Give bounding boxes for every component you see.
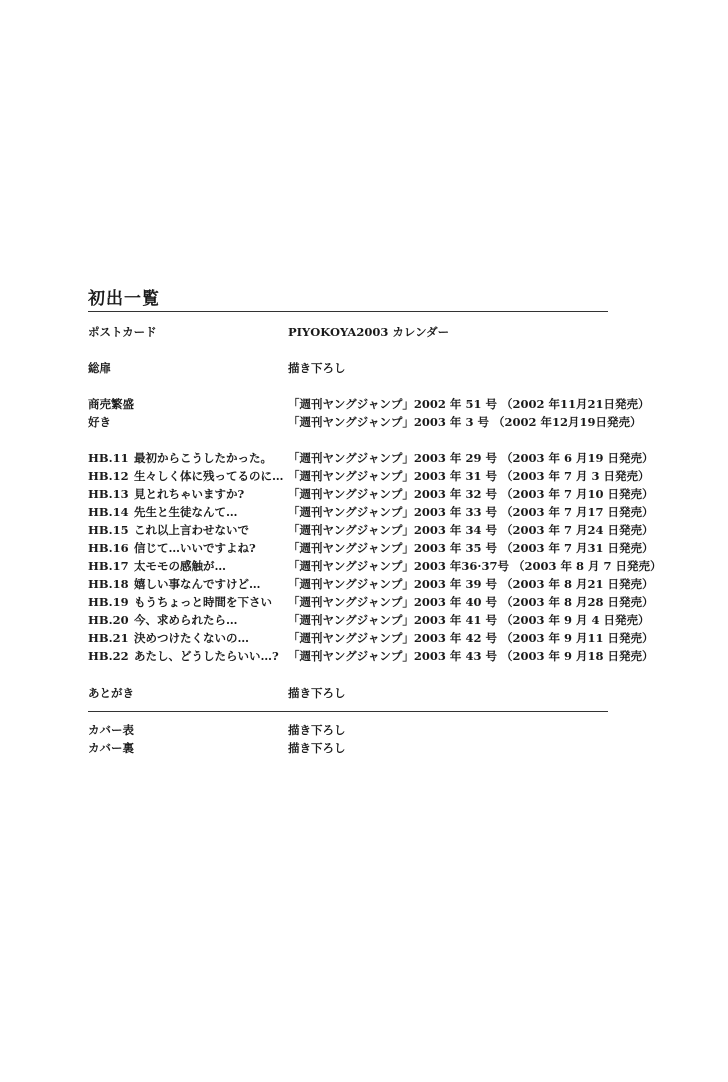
entry-label: 商売繁盛 [88,397,134,411]
entry-source: PIYOKOYA2003 カレンダー [288,325,450,339]
episode-source: 「週刊ヤングジャンプ」2003 年 32 号 （2003 年 7 月10 日発売） [288,487,654,501]
episode-title: 今、求められたら… [134,613,238,627]
episode-code: HB.17 [88,559,129,573]
episode-source: 「週刊ヤングジャンプ」2003 年36·37号 （2003 年 8 月 7 日発売） [288,559,662,573]
entry-suki [88,414,642,430]
episode-row [88,594,654,610]
entry-source: 描き下ろし [288,723,346,737]
entry-cover-back [88,740,608,756]
episode-code: HB.18 [88,577,129,591]
entry-source: 描き下ろし [288,686,346,700]
entry-source: 描き下ろし [288,361,346,375]
divider-top [88,311,608,312]
entry-label: 総扉 [88,361,111,375]
episode-source: 「週刊ヤングジャンプ」2003 年 43 号 （2003 年 9 月18 日発売） [288,649,654,663]
episode-title: 見とれちゃいますか? [134,487,245,501]
episode-row [88,630,654,646]
episode-row [88,558,662,574]
episode-source: 「週刊ヤングジャンプ」2003 年 39 号 （2003 年 8 月21 日発売） [288,577,654,591]
entry-source: 描き下ろし [288,741,346,755]
episode-title: 太モモの感触が… [134,559,226,573]
entry-label: 好き [88,415,111,429]
episode-source: 「週刊ヤングジャンプ」2003 年 31 号 （2003 年 7 月 3 日発売） [288,469,650,483]
entry-label: あとがき [88,686,134,700]
episode-code: HB.21 [88,631,129,645]
entry-label: ポストカード [88,325,157,339]
episode-source: 「週刊ヤングジャンプ」2003 年 40 号 （2003 年 8 月28 日発売） [288,595,654,609]
episode-title: 生々しく体に残ってるのに… [134,469,284,483]
episode-code: HB.22 [88,649,129,663]
episode-title: これ以上言わせないで [134,523,249,537]
entry-source: 「週刊ヤングジャンプ」2002 年 51 号 （2002 年11月21日発売） [288,397,650,411]
episode-title: あたし、どうしたらいい…? [134,649,279,663]
episode-row [88,540,654,556]
episode-source: 「週刊ヤングジャンプ」2003 年 42 号 （2003 年 9 月11 日発売） [288,631,654,645]
episode-source: 「週刊ヤングジャンプ」2003 年 35 号 （2003 年 7 月31 日発売） [288,541,654,555]
episode-code: HB.12 [88,469,129,483]
entry-tobira [88,360,608,376]
episode-row [88,450,654,466]
episode-title: 決めつけたくないの… [134,631,249,645]
episode-source: 「週刊ヤングジャンプ」2003 年 29 号 （2003 年 6 月19 日発売） [288,451,654,465]
episode-code: HB.20 [88,613,129,627]
entry-source: 「週刊ヤングジャンプ」2003 年 3 号 （2002 年12月19日発売） [288,415,642,429]
episode-code: HB.19 [88,595,129,609]
entry-postcard [88,324,608,340]
episode-code: HB.11 [88,451,129,465]
episode-row [88,612,650,628]
entry-label: カバー裏 [88,741,134,755]
episode-row [88,468,650,484]
divider-bottom [88,711,608,712]
episode-source: 「週刊ヤングジャンプ」2003 年 33 号 （2003 年 7 月17 日発売） [288,505,654,519]
entry-cover-front [88,722,608,738]
episode-row [88,522,654,538]
entry-shobai [88,396,650,412]
episode-row [88,486,654,502]
episode-code: HB.14 [88,505,129,519]
episode-code: HB.13 [88,487,129,501]
episode-title: もうちょっと時間を下さい [134,595,272,609]
episode-code: HB.16 [88,541,129,555]
entry-atogaki [88,685,608,701]
episode-source: 「週刊ヤングジャンプ」2003 年 34 号 （2003 年 7 月24 日発売） [288,523,654,537]
episode-source: 「週刊ヤングジャンプ」2003 年 41 号 （2003 年 9 月 4 日発売） [288,613,650,627]
episode-title: 最初からこうしたかった。 [134,451,272,465]
episode-title: 信じて…いいですよね? [134,541,256,555]
episode-title: 嬉しい事なんですけど… [134,577,261,591]
page-title: 初出一覧 [88,289,160,309]
episode-code: HB.15 [88,523,129,537]
entry-label: カバー表 [88,723,134,737]
episode-title: 先生と生徒なんて… [134,505,238,519]
episode-row [88,576,654,592]
episode-row [88,648,654,664]
episode-row [88,504,654,520]
